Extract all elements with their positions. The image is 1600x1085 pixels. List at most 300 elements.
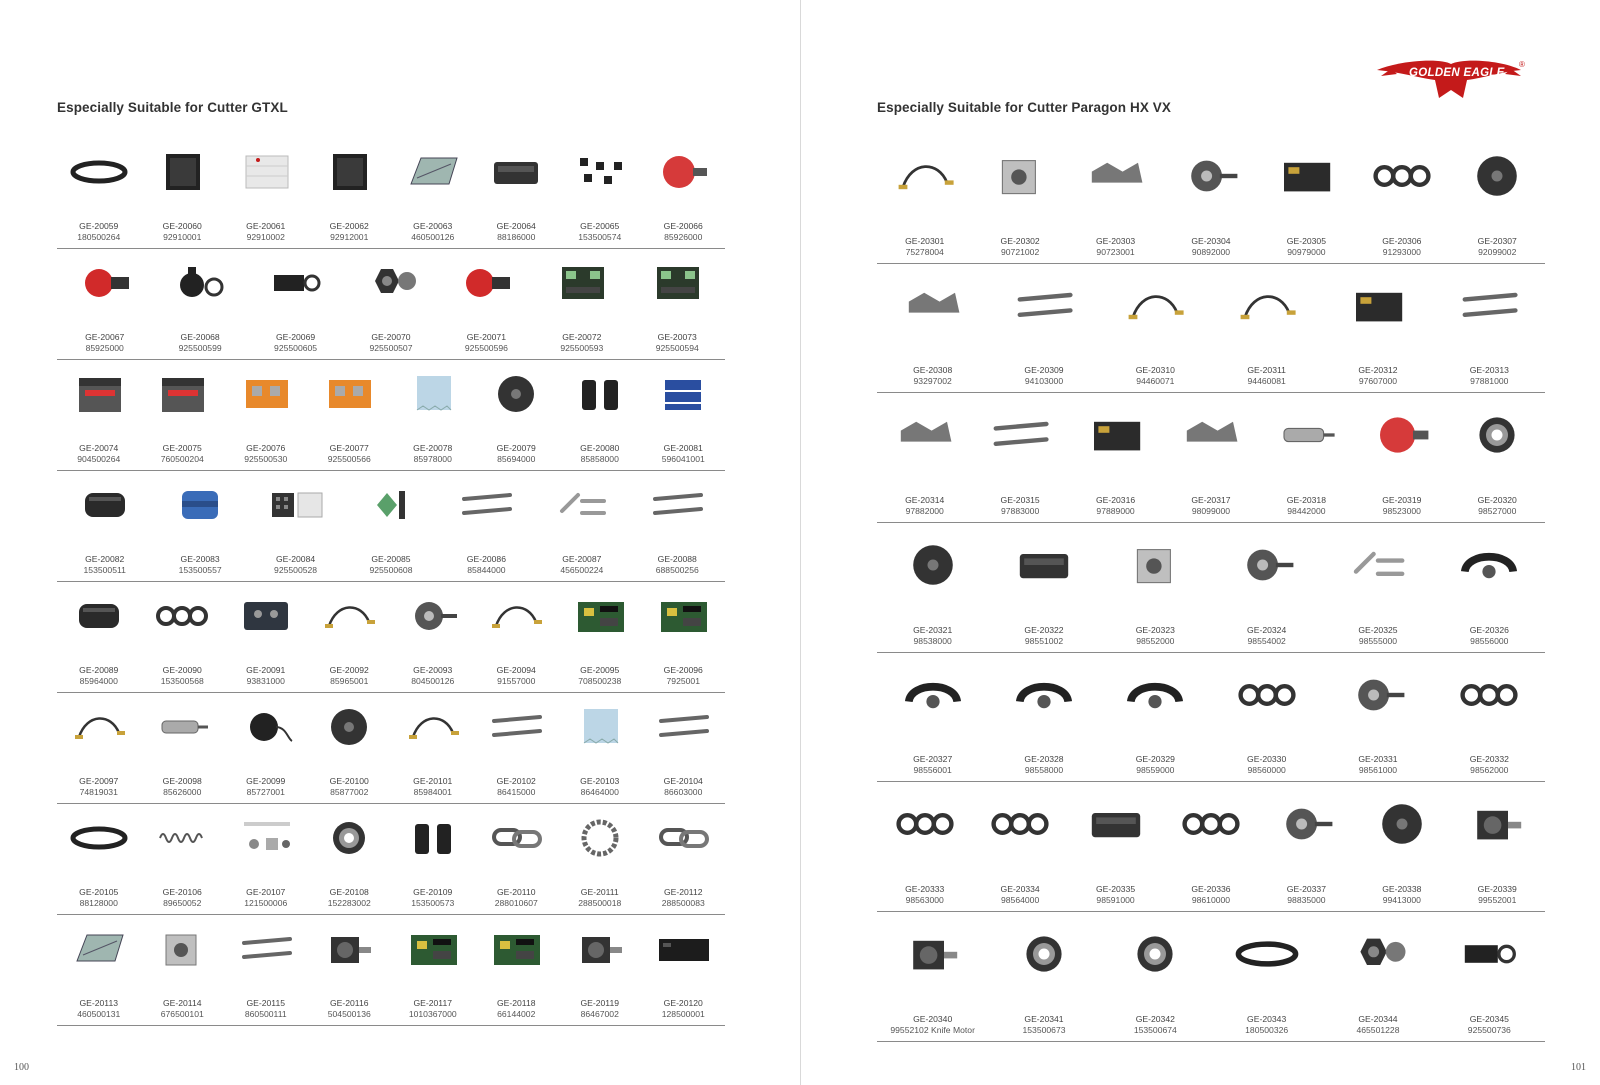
part-number: 128500001 xyxy=(661,1009,705,1019)
part-item xyxy=(1434,912,1545,1041)
part-number: 85694000 xyxy=(497,454,536,464)
part-code: GE-20089 xyxy=(79,665,119,675)
part-number: 66144002 xyxy=(497,1009,536,1019)
clamp-icon xyxy=(1122,667,1188,723)
part-number: 85727001 xyxy=(246,787,285,797)
motor-icon xyxy=(319,925,379,973)
golden-eagle-logo xyxy=(1371,56,1531,106)
switch-icon xyxy=(266,259,326,307)
part-code: GE-20321 xyxy=(913,624,953,635)
cable-icon xyxy=(319,592,379,640)
terminal-icon xyxy=(319,370,379,418)
driver-icon xyxy=(653,925,713,973)
part-item xyxy=(972,782,1067,911)
part-code: GE-20100 xyxy=(329,776,369,786)
part-code: GE-20303 xyxy=(1095,235,1136,246)
part-item xyxy=(1450,393,1545,522)
part-item xyxy=(439,471,534,581)
pulley-icon xyxy=(403,592,463,640)
part-code: GE-20320 xyxy=(1477,495,1517,506)
part-item xyxy=(141,915,225,1025)
rod-icon xyxy=(987,407,1053,463)
part-item xyxy=(558,360,642,470)
part-item xyxy=(1434,523,1545,652)
part-item xyxy=(439,249,534,359)
nut-icon xyxy=(1345,926,1411,982)
parts-row xyxy=(877,523,1545,653)
parts-row xyxy=(57,138,725,249)
parts-row xyxy=(877,653,1545,783)
part-number: 925500594 xyxy=(655,343,699,353)
part-number: 925500593 xyxy=(560,343,604,353)
part-code: GE-20338 xyxy=(1382,884,1422,895)
kit-icon xyxy=(236,814,296,862)
part-code: GE-20336 xyxy=(1191,884,1231,895)
bearing-icon xyxy=(1122,926,1188,982)
part-code: GE-20091 xyxy=(246,665,286,675)
part-item xyxy=(1354,134,1449,263)
part-item xyxy=(224,915,308,1025)
part-number: 925500528 xyxy=(274,565,318,575)
part-code: GE-20313 xyxy=(1469,365,1509,376)
part-item xyxy=(877,134,972,263)
part-item xyxy=(1211,264,1322,393)
part-number: 97882000 xyxy=(905,506,944,517)
part-code: GE-20110 xyxy=(496,887,536,897)
part-number: 98442000 xyxy=(1287,506,1326,517)
cable-icon xyxy=(486,592,546,640)
part-item xyxy=(558,138,642,248)
cable-icon xyxy=(1234,278,1300,334)
part-number: 98835000 xyxy=(1287,895,1326,906)
part-item xyxy=(877,653,988,782)
part-code: GE-20098 xyxy=(162,776,202,786)
part-item xyxy=(141,582,225,692)
part-item xyxy=(248,471,343,581)
part-code: GE-20307 xyxy=(1477,235,1517,246)
bracket-icon xyxy=(900,278,966,334)
ring-set-icon xyxy=(987,796,1053,852)
part-number: 99552102 Knife Motor xyxy=(890,1024,975,1035)
part-code: GE-20113 xyxy=(79,998,119,1008)
part-number: 504500136 xyxy=(327,1009,371,1019)
part-item xyxy=(1100,912,1211,1041)
part-item xyxy=(391,138,475,248)
sensor-icon xyxy=(361,481,421,529)
parts-row xyxy=(57,804,725,915)
part-number: 85978000 xyxy=(413,454,452,464)
part-item xyxy=(877,393,972,522)
part-item xyxy=(1354,782,1449,911)
air-cylinder-icon xyxy=(1273,407,1339,463)
part-item xyxy=(630,471,725,581)
part-item xyxy=(475,360,559,470)
motor-icon xyxy=(900,926,966,982)
part-item xyxy=(343,471,438,581)
part-item xyxy=(1434,264,1545,393)
part-item xyxy=(1259,134,1354,263)
part-number: 760500204 xyxy=(160,454,204,464)
switch-icon xyxy=(1456,926,1522,982)
part-code: GE-20119 xyxy=(580,998,620,1008)
circuit-board-icon xyxy=(570,592,630,640)
panel-icon xyxy=(236,592,296,640)
part-item xyxy=(1450,782,1545,911)
part-code: GE-20344 xyxy=(1358,1013,1398,1024)
sleeve-icon xyxy=(570,370,630,418)
pulley-icon xyxy=(1345,667,1411,723)
eagle-emblem-icon xyxy=(1371,56,1531,106)
part-number: 152283002 xyxy=(327,898,371,908)
part-code: GE-20318 xyxy=(1286,495,1326,506)
part-item xyxy=(642,360,726,470)
disc-icon xyxy=(319,703,379,751)
part-number: 925500566 xyxy=(327,454,371,464)
part-item xyxy=(877,782,972,911)
part-item xyxy=(57,915,141,1025)
part-item xyxy=(877,912,988,1041)
part-number: 925500605 xyxy=(274,343,318,353)
part-number: 89650052 xyxy=(163,898,202,908)
knob-icon xyxy=(170,259,230,307)
contactor-icon xyxy=(69,370,129,418)
part-code: GE-20105 xyxy=(79,887,119,897)
part-item xyxy=(1068,393,1163,522)
part-number: 85626000 xyxy=(163,787,202,797)
right-page-number: 101 xyxy=(1571,1062,1586,1073)
rod-icon xyxy=(236,925,296,973)
rod-icon xyxy=(653,703,713,751)
part-code: GE-20335 xyxy=(1095,884,1136,895)
part-number: 85926000 xyxy=(664,232,703,242)
part-number: 288500083 xyxy=(661,898,705,908)
part-number: 153500673 xyxy=(1022,1024,1066,1035)
part-number: 86464000 xyxy=(580,787,619,797)
disc-icon xyxy=(486,370,546,418)
circuit-board-icon xyxy=(403,925,463,973)
part-code: GE-20319 xyxy=(1382,495,1422,506)
part-number: 86467002 xyxy=(580,1009,619,1019)
parts-row xyxy=(57,249,725,360)
belt-icon xyxy=(69,148,129,196)
battery-icon xyxy=(653,370,713,418)
part-item xyxy=(558,693,642,803)
parts-row xyxy=(57,693,725,804)
part-code: GE-20067 xyxy=(85,332,125,342)
part-code: GE-20104 xyxy=(663,776,703,786)
contact-block-icon xyxy=(552,259,612,307)
part-code: GE-20118 xyxy=(496,998,536,1008)
part-code: GE-20107 xyxy=(246,887,286,897)
part-code: GE-20079 xyxy=(496,443,536,453)
part-item xyxy=(1163,393,1258,522)
part-code: GE-20308 xyxy=(913,365,953,376)
part-code: GE-20317 xyxy=(1191,495,1231,506)
rod-icon xyxy=(486,703,546,751)
part-number: 153500674 xyxy=(1133,1024,1177,1035)
part-item xyxy=(642,693,726,803)
part-number: 925500530 xyxy=(244,454,288,464)
part-number: 85925000 xyxy=(85,343,124,353)
part-number: 925500608 xyxy=(369,565,413,575)
part-code: GE-20063 xyxy=(413,221,453,231)
part-code: GE-20071 xyxy=(466,332,506,342)
part-code: GE-20312 xyxy=(1358,365,1398,376)
part-code: GE-20324 xyxy=(1247,624,1287,635)
roller-icon xyxy=(653,148,713,196)
part-number: 121500006 xyxy=(244,898,288,908)
part-item xyxy=(224,582,308,692)
part-item xyxy=(988,264,1099,393)
part-number: 74819031 xyxy=(79,787,118,797)
part-code: GE-20083 xyxy=(180,554,220,564)
bracket-icon xyxy=(892,407,958,463)
part-number: 86415000 xyxy=(497,787,536,797)
part-code: GE-20070 xyxy=(371,332,411,342)
nut-icon xyxy=(361,259,421,307)
part-number: 98560000 xyxy=(1247,765,1286,776)
part-number: 85877002 xyxy=(330,787,369,797)
bristle-block-icon xyxy=(236,148,296,196)
part-code: GE-20310 xyxy=(1135,365,1175,376)
pin-icon xyxy=(552,481,612,529)
parts-row xyxy=(57,582,725,693)
part-number: 688500256 xyxy=(655,565,699,575)
part-item xyxy=(308,138,392,248)
part-number: 98556000 xyxy=(1470,635,1509,646)
part-item xyxy=(877,523,988,652)
part-code: GE-20081 xyxy=(663,443,703,453)
left-parts-grid xyxy=(57,138,725,1026)
part-code: GE-20077 xyxy=(329,443,369,453)
part-number: 92910002 xyxy=(246,232,285,242)
part-item xyxy=(391,804,475,914)
parts-row xyxy=(57,360,725,471)
part-item xyxy=(972,134,1067,263)
part-item xyxy=(391,693,475,803)
part-code: GE-20330 xyxy=(1247,754,1287,765)
part-code: GE-20117 xyxy=(413,998,453,1008)
part-item xyxy=(1322,523,1433,652)
chain-link-icon xyxy=(486,814,546,862)
part-item xyxy=(558,582,642,692)
part-item xyxy=(988,523,1099,652)
logo-text: GOLDEN EAGLE xyxy=(1409,67,1505,79)
part-item xyxy=(1322,653,1433,782)
part-number: 97889000 xyxy=(1096,506,1135,517)
part-code: GE-20332 xyxy=(1469,754,1509,765)
part-code: GE-20306 xyxy=(1382,235,1422,246)
part-number: 460500126 xyxy=(411,232,455,242)
part-item xyxy=(988,912,1099,1041)
sheet-icon xyxy=(403,370,463,418)
part-item xyxy=(1322,912,1433,1041)
part-code: GE-20116 xyxy=(329,998,369,1008)
part-number: 180500326 xyxy=(1245,1024,1289,1035)
part-code: GE-20334 xyxy=(1000,884,1040,895)
block-icon xyxy=(987,148,1053,204)
part-number: 98523000 xyxy=(1382,506,1421,517)
part-item xyxy=(475,693,559,803)
part-item xyxy=(57,693,141,803)
parts-row xyxy=(877,782,1545,912)
spring-icon xyxy=(152,814,212,862)
part-item xyxy=(152,249,247,359)
part-item xyxy=(475,915,559,1025)
cable-icon xyxy=(69,703,129,751)
part-number: 91293000 xyxy=(1382,246,1421,257)
part-code: GE-20060 xyxy=(162,221,202,231)
part-code: GE-20315 xyxy=(1000,495,1040,506)
part-code: GE-20064 xyxy=(496,221,536,231)
part-code: GE-20109 xyxy=(413,887,453,897)
ring-set-icon xyxy=(892,796,958,852)
part-code: GE-20340 xyxy=(913,1013,953,1024)
part-number: 708500238 xyxy=(578,676,622,686)
part-code: GE-20068 xyxy=(180,332,220,342)
belt-icon xyxy=(1234,926,1300,982)
housing-icon xyxy=(1083,796,1149,852)
rod-icon xyxy=(647,481,707,529)
part-item xyxy=(558,804,642,914)
part-number: 98591000 xyxy=(1096,895,1135,906)
part-code: GE-20080 xyxy=(580,443,620,453)
part-code: GE-20343 xyxy=(1247,1013,1287,1024)
part-number: 153500573 xyxy=(411,898,455,908)
part-number: 86603000 xyxy=(664,787,703,797)
part-item xyxy=(972,393,1067,522)
part-code: GE-20112 xyxy=(663,887,703,897)
part-item xyxy=(1322,264,1433,393)
plate-icon xyxy=(1273,148,1339,204)
part-code: GE-20323 xyxy=(1135,624,1175,635)
parts-row xyxy=(877,134,1545,264)
cable-icon xyxy=(892,148,958,204)
part-code: GE-20305 xyxy=(1286,235,1326,246)
part-code: GE-20074 xyxy=(79,443,119,453)
part-item xyxy=(152,471,247,581)
part-code: GE-20069 xyxy=(275,332,316,342)
part-number: 75278004 xyxy=(905,246,944,257)
part-item xyxy=(308,804,392,914)
part-code: GE-20086 xyxy=(466,554,506,564)
filter-icon xyxy=(69,925,129,973)
ring-set-icon xyxy=(152,592,212,640)
part-item xyxy=(308,915,392,1025)
part-number: 7925001 xyxy=(666,676,700,686)
part-code: GE-20095 xyxy=(580,665,620,675)
part-item xyxy=(391,582,475,692)
part-number: 90979000 xyxy=(1287,246,1326,257)
part-code: GE-20092 xyxy=(329,665,369,675)
part-code: GE-20301 xyxy=(905,235,945,246)
part-item xyxy=(988,653,1099,782)
part-code: GE-20099 xyxy=(246,776,286,786)
part-number: 180500264 xyxy=(77,232,121,242)
part-item xyxy=(630,249,725,359)
part-code: GE-20106 xyxy=(162,887,202,897)
part-code: GE-20322 xyxy=(1024,624,1064,635)
clamp-icon xyxy=(1456,537,1522,593)
part-number: 925500736 xyxy=(1467,1024,1511,1035)
part-number: 98562000 xyxy=(1470,765,1509,776)
part-item xyxy=(1100,653,1211,782)
part-item xyxy=(57,360,141,470)
part-number: 90723001 xyxy=(1096,246,1135,257)
part-code: GE-20096 xyxy=(663,665,703,675)
rod-icon xyxy=(456,481,516,529)
part-number: 92910001 xyxy=(163,232,202,242)
bearing-icon xyxy=(319,814,379,862)
push-button-icon xyxy=(75,259,135,307)
filter-icon xyxy=(403,148,463,196)
keypad-icon xyxy=(266,481,326,529)
registered-mark: ® xyxy=(1519,60,1525,69)
belt-icon xyxy=(69,814,129,862)
terminal-icon xyxy=(236,370,296,418)
part-item xyxy=(1211,653,1322,782)
clamp-icon xyxy=(1011,667,1077,723)
part-item xyxy=(57,249,152,359)
part-code: GE-20328 xyxy=(1024,754,1064,765)
ring-set-icon xyxy=(1369,148,1435,204)
motor-icon xyxy=(1464,796,1530,852)
part-item xyxy=(141,138,225,248)
part-item xyxy=(642,582,726,692)
part-item xyxy=(248,249,343,359)
part-number: 288500018 xyxy=(578,898,622,908)
part-number: 98099000 xyxy=(1191,506,1231,517)
contactor-icon xyxy=(152,370,212,418)
part-code: GE-20342 xyxy=(1135,1013,1175,1024)
circuit-board-icon xyxy=(653,592,713,640)
part-code: GE-20302 xyxy=(1000,235,1040,246)
part-code: GE-20311 xyxy=(1247,365,1286,376)
part-item xyxy=(475,138,559,248)
part-code: GE-20073 xyxy=(657,332,697,342)
right-parts-grid xyxy=(877,134,1545,1042)
part-number: 93831000 xyxy=(246,676,285,686)
ring-set-icon xyxy=(1456,667,1522,723)
part-item xyxy=(1211,523,1322,652)
part-code: GE-20316 xyxy=(1095,495,1136,506)
plate-icon xyxy=(1083,407,1149,463)
part-number: 99552001 xyxy=(1478,895,1517,906)
part-code: GE-20085 xyxy=(371,554,411,564)
part-item xyxy=(1163,782,1258,911)
part-number: 98564000 xyxy=(1001,895,1040,906)
part-code: GE-20327 xyxy=(913,754,953,765)
part-code: GE-20103 xyxy=(580,776,620,786)
part-number: 91557000 xyxy=(497,676,536,686)
contact-block-icon xyxy=(647,259,707,307)
ring-set-icon xyxy=(1234,667,1300,723)
part-number: 98555000 xyxy=(1358,635,1398,646)
part-code: GE-20066 xyxy=(663,221,703,231)
part-number: 804500126 xyxy=(411,676,455,686)
chain-icon xyxy=(570,814,630,862)
part-code: GE-20333 xyxy=(905,884,945,895)
part-number: 97881000 xyxy=(1470,376,1509,387)
part-number: 85964000 xyxy=(79,676,118,686)
clamp-icon xyxy=(900,667,966,723)
part-number: 98552000 xyxy=(1136,635,1175,646)
part-code: GE-20114 xyxy=(162,998,202,1008)
part-code: GE-20326 xyxy=(1469,624,1509,635)
bearing-icon xyxy=(1011,926,1077,982)
part-number: 94460071 xyxy=(1136,376,1175,387)
part-item xyxy=(1259,782,1354,911)
